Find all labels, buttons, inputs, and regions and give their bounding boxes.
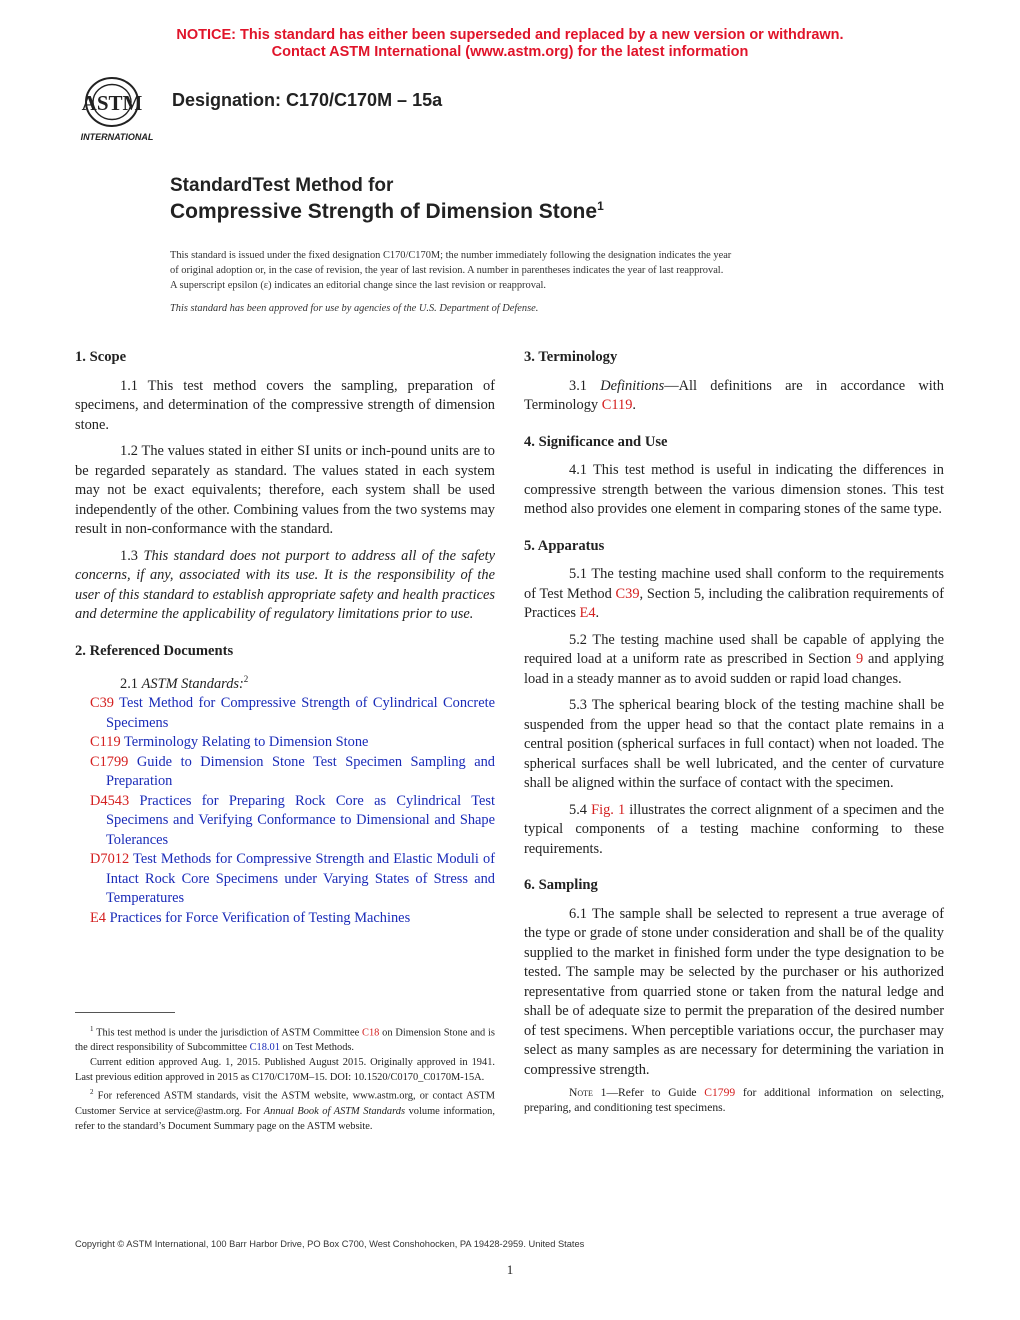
reference-code-link[interactable]: D4543 xyxy=(90,792,130,809)
reference-title-link[interactable]: Guide to Dimension Stone Test Specimen Sampling and Preparation xyxy=(106,753,495,790)
section-terminology xyxy=(524,348,944,416)
paragraph-text: illustrates the correct alignment of a specimen and the typical components of a testing machine conforming to these requirements. xyxy=(524,801,944,857)
paragraph-text: and applying load in a steady manner as to avoid sudden or rapid load changes. xyxy=(524,651,945,687)
note-label: Note 1 xyxy=(569,1086,607,1099)
footnote-1-text: on Dimension Stone and is the direct responsibility of Subcommittee xyxy=(75,1027,495,1054)
paragraph-5-4 xyxy=(524,801,944,860)
paragraph-number: 2.1 xyxy=(120,675,142,692)
left-column xyxy=(75,348,495,945)
subcommittee-link[interactable]: C18.01 xyxy=(249,1042,280,1054)
title-text: Compressive Strength of Dimension Stone xyxy=(170,200,598,223)
footnote-2-text: volume information, refer to the standard’s Document Summary page on the ASTM website. xyxy=(75,1105,495,1132)
annual-book-title: Annual Book of ASTM Standards xyxy=(263,1105,406,1117)
notice-line-2: Contact ASTM International (www.astm.org) for the latest information xyxy=(271,44,749,60)
paragraph-text: , Section 5, including the calibration requirements of Practices xyxy=(524,585,944,621)
paragraph-5-2 xyxy=(524,631,944,690)
paragraph-text: . xyxy=(632,397,636,413)
footnotes xyxy=(75,1022,495,1134)
footnote-1 xyxy=(75,1022,495,1055)
paragraph-2-1 xyxy=(75,670,495,694)
footnote-1-text: on Test Methods. xyxy=(279,1042,355,1054)
intro-line-2: of original adoption or, in the case of revision, the year of last revision. A number in parentheses indicates the year of last reapproval. xyxy=(170,265,724,276)
astm-standards-label: ASTM Standards: xyxy=(141,675,244,692)
reference-item[interactable] xyxy=(75,792,495,851)
e4-link[interactable]: E4 xyxy=(579,605,596,621)
reference-title-link[interactable]: Test Method for Compressive Strength of Cylindrical Concrete Specimens xyxy=(106,695,495,731)
paragraph-6-1: 6.1 The sample shall be selected to represent a true average of the type or grade of stone under consideration and shall be of the quality supplied to the market in finished form under the type designation to be tested. The sample may be selected by the purchaser or his authorized representative from quarried stone or taken from the natural ledge and shall be of adequate size to permit the preparation of the desired number of test specimens. When perceptible variations occur, the purchaser may select as many samples as are necessary for determining the variation in compressive strength. xyxy=(524,905,944,1078)
reference-item[interactable] xyxy=(75,733,495,753)
logo-org: INTERNATIONAL xyxy=(80,132,154,142)
paragraph-text: 5.2 The testing machine used shall be capable of applying the required load at a uniform rate as prescribed in Section xyxy=(524,631,944,667)
astm-logo xyxy=(72,74,162,144)
logo-letters: ASTM xyxy=(81,91,143,115)
notice-line-1: NOTICE: This standard has either been superseded and replaced by a new version or withdrawn. xyxy=(176,27,844,43)
c1799-link[interactable]: C1799 xyxy=(704,1086,736,1099)
paragraph-1-2: 1.2 The values stated in either SI units or inch-pound units are to be regarded separately as standard. The values stated in each system may not be exact equivalents; therefore, each system shall be used independently of the other. Combining values from the two systems may result in non-conformance with the standard. xyxy=(75,443,495,537)
section-significance xyxy=(524,433,944,520)
footnote-1-marker: 1 xyxy=(90,1025,94,1033)
title-line-2 xyxy=(170,199,604,224)
paragraph-number: 3.1 xyxy=(569,377,601,394)
intro-line-1: This standard is issued under the fixed designation C170/C170M; the number immediately following the designation indicates the year xyxy=(170,250,732,261)
note-1 xyxy=(524,1085,944,1115)
reference-item[interactable] xyxy=(75,694,495,733)
dod-approval: This standard has been approved for use by agencies of the U.S. Department of Defense. xyxy=(170,303,539,314)
reference-item[interactable] xyxy=(75,850,495,909)
section-heading-referenced: 2. Referenced Documents xyxy=(75,642,234,659)
section-heading-apparatus: 5. Apparatus xyxy=(524,537,605,554)
section-sampling xyxy=(524,876,944,1115)
committee-link[interactable]: C18 xyxy=(362,1027,380,1039)
footnote-2-marker: 2 xyxy=(90,1088,94,1097)
fig-1-link[interactable]: Fig. 1 xyxy=(591,801,626,818)
section-referenced-documents xyxy=(75,642,495,929)
reference-title-link[interactable]: Practices for Force Verification of Testing Machines xyxy=(106,909,411,926)
reference-title-link[interactable]: Test Methods for Compressive Strength and Elastic Moduli of Intact Rock Core Specimens under Varying States of Stress and Temperatures xyxy=(106,851,495,907)
page-number: 1 xyxy=(506,1262,514,1277)
note-text: for additional information on selecting, preparing, and conditioning test specimens. xyxy=(524,1086,945,1114)
footnote-marker-2[interactable]: 2 xyxy=(243,674,249,684)
paragraph-text: —All definitions are in accordance with Terminology xyxy=(524,377,944,413)
paragraph-5-3: 5.3 The spherical bearing block of the testing machine shall be suspended from the upper head so that the contact plate remains in a central position (spherical surfaces in full contact) when not loaded. The spherical surfaces shall be well lubricated, and the center of curvature shall be aligned within the surface of contact with the specimen. xyxy=(524,697,944,791)
paragraph-number: 5.4 xyxy=(569,801,592,818)
reference-title-link[interactable]: Terminology Relating to Dimension Stone xyxy=(120,734,369,751)
intro-line-3: A superscript epsilon (ε) indicates an editorial change since the last revision or reapproval. xyxy=(170,280,546,291)
section-scope xyxy=(75,348,495,625)
paragraph-1-3 xyxy=(75,547,495,625)
c119-link[interactable]: C119 xyxy=(601,397,633,413)
designation: Designation: C170/C170M – 15a xyxy=(172,90,443,110)
reference-code-link[interactable]: C119 xyxy=(90,734,121,751)
footnote-1-text: This test method is under the jurisdiction of ASTM Committee xyxy=(93,1027,363,1039)
title-line-1: StandardTest Method for xyxy=(170,175,394,196)
section-heading-scope: 1. Scope xyxy=(75,349,127,365)
paragraph-text: . xyxy=(595,605,600,621)
reference-title-link[interactable]: Practices for Preparing Rock Core as Cylindrical Test Specimens and Verifying Conformance to Dimensional and Shape Tolerances xyxy=(106,792,495,848)
definitions-term: Definitions xyxy=(600,377,665,394)
copyright-line: Copyright © ASTM International, 100 Barr Harbor Drive, PO Box C700, West Conshohocken, PA 19428-2959. United States xyxy=(75,1239,585,1249)
note-text: —Refer to Guide xyxy=(606,1086,705,1099)
right-column xyxy=(524,348,944,1132)
paragraph-1-1: 1.1 This test method covers the sampling, preparation of specimens, and determination of the compressive strength of dimension stone. xyxy=(75,377,495,433)
title-footnote-marker[interactable]: 1 xyxy=(597,199,604,213)
section-9-link[interactable]: 9 xyxy=(856,651,864,667)
section-heading-sampling: 6. Sampling xyxy=(524,877,598,893)
footnote-1-edition: Current edition approved Aug. 1, 2015. Published August 2015. Originally approved in 1941. Last previous edition approved in 2015 as C170/C170M–15. DOI: 10.1520/C0170_C0170M-15A. xyxy=(75,1057,495,1084)
reference-item[interactable] xyxy=(75,909,495,929)
reference-code-link[interactable]: C1799 xyxy=(90,753,129,770)
reference-code-link[interactable]: D7012 xyxy=(90,851,130,868)
footnote-divider xyxy=(75,1012,175,1013)
standard-intro xyxy=(170,248,860,293)
paragraph-4-1: 4.1 This test method is useful in indicating the differences in compressive strength between the various dimension stones. This test method also provides one element in comparing stones of the same type. xyxy=(524,462,944,517)
reference-code-link[interactable]: C39 xyxy=(90,695,114,712)
section-heading-significance: 4. Significance and Use xyxy=(524,433,668,450)
withdrawal-notice xyxy=(0,27,1020,61)
paragraph-5-1 xyxy=(524,565,944,624)
section-heading-terminology: 3. Terminology xyxy=(524,349,618,365)
footnote-2 xyxy=(75,1085,495,1133)
safety-caveat: This standard does not purport to address all of the safety concerns, if any, associated with its use. It is the responsibility of the user of this standard to establish appropriate safety and health practices and determine the applicability of regulatory limitations prior to use. xyxy=(75,547,495,622)
reference-code-link[interactable]: E4 xyxy=(90,909,106,926)
paragraph-3-1 xyxy=(524,377,944,416)
footnote-2-text: For referenced ASTM standards, visit the ASTM website, www.astm.org, or contact ASTM Customer Service at service@astm.org. For xyxy=(75,1090,495,1117)
paragraph-number: 1.3 xyxy=(120,547,144,564)
paragraph-text: 5.1 The testing machine used shall conform to the requirements of Test Method xyxy=(524,566,944,602)
section-apparatus xyxy=(524,537,944,860)
c39-link[interactable]: C39 xyxy=(615,585,640,602)
reference-item[interactable] xyxy=(75,753,495,792)
